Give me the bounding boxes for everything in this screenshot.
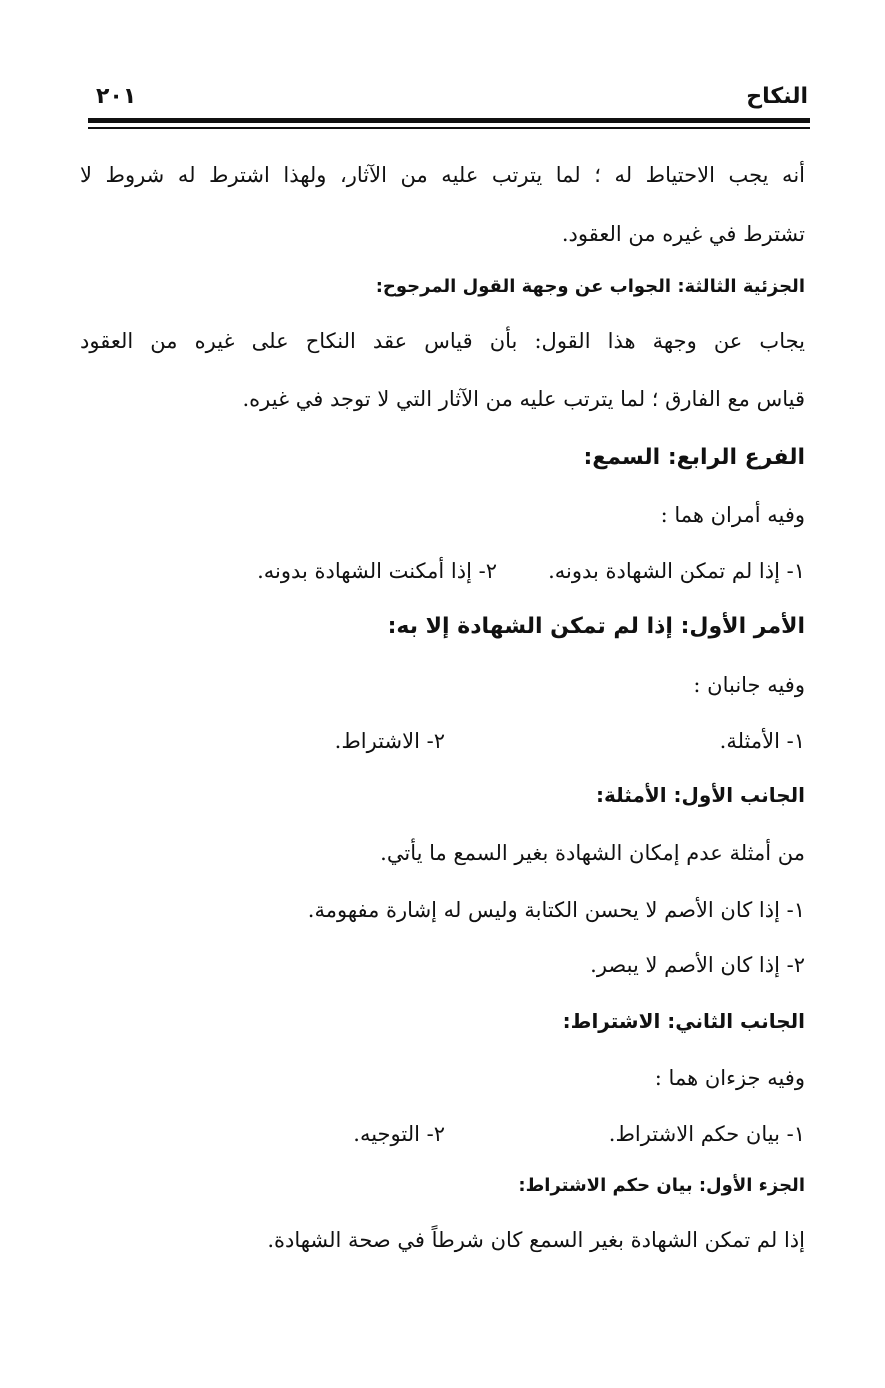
paragraph-line: وفيه جزءان هما : <box>654 1066 805 1090</box>
paragraph-line: إذا لم تمكن الشهادة بغير السمع كان شرطاً في صحة الشهادة. <box>267 1228 805 1252</box>
list-item: ٢- إذا كان الأصم لا يبصر. <box>590 953 805 977</box>
section-heading: الأمر الأول: إذا لم تمكن الشهادة إلا به: <box>387 614 805 639</box>
paragraph-line: وفيه جانبان : <box>693 673 805 697</box>
running-title: النكاح <box>746 84 808 109</box>
section-heading: الجانب الثاني: الاشتراط: <box>562 1009 805 1033</box>
paragraph-line: تشترط في غيره من العقود. <box>561 222 805 246</box>
section-heading: الجزئية الثالثة: الجواب عن وجهة القول المرجوح: <box>375 276 805 297</box>
page-number: ٢٠١ <box>96 84 137 109</box>
list-item: ٢- الاشتراط. <box>334 729 445 753</box>
section-heading: الفرع الرابع: السمع: <box>583 445 805 470</box>
running-header <box>88 78 808 118</box>
header-rule-thick <box>88 118 810 123</box>
list-item: ١- إذا كان الأصم لا يحسن الكتابة وليس له إشارة مفهومة. <box>307 898 805 922</box>
list-item: ١- الأمثلة. <box>719 729 805 753</box>
list-item: ١- بيان حكم الاشتراط. <box>608 1122 805 1146</box>
paragraph-line: وفيه أمران هما : <box>660 503 805 527</box>
paragraph-line: يجاب عن وجهة هذا القول: بأن قياس عقد النكاح على غيره من العقود <box>80 329 805 353</box>
list-item: ٢- إذا أمكنت الشهادة بدونه. <box>257 559 497 583</box>
section-heading: الجانب الأول: الأمثلة: <box>595 783 805 807</box>
paragraph-line: أنه يجب الاحتياط له ؛ لما يترتب عليه من الآثار، ولهذا اشترط له شروط لا <box>80 163 805 187</box>
paragraph-line: من أمثلة عدم إمكان الشهادة بغير السمع ما يأتي. <box>380 841 805 865</box>
list-item: ٢- التوجيه. <box>353 1122 445 1146</box>
section-heading: الجزء الأول: بيان حكم الاشتراط: <box>518 1175 805 1196</box>
list-item: ١- إذا لم تمكن الشهادة بدونه. <box>548 559 805 583</box>
paragraph-line: قياس مع الفارق ؛ لما يترتب عليه من الآثار التي لا توجد في غيره. <box>242 387 805 411</box>
header-rule-thin <box>88 127 810 129</box>
